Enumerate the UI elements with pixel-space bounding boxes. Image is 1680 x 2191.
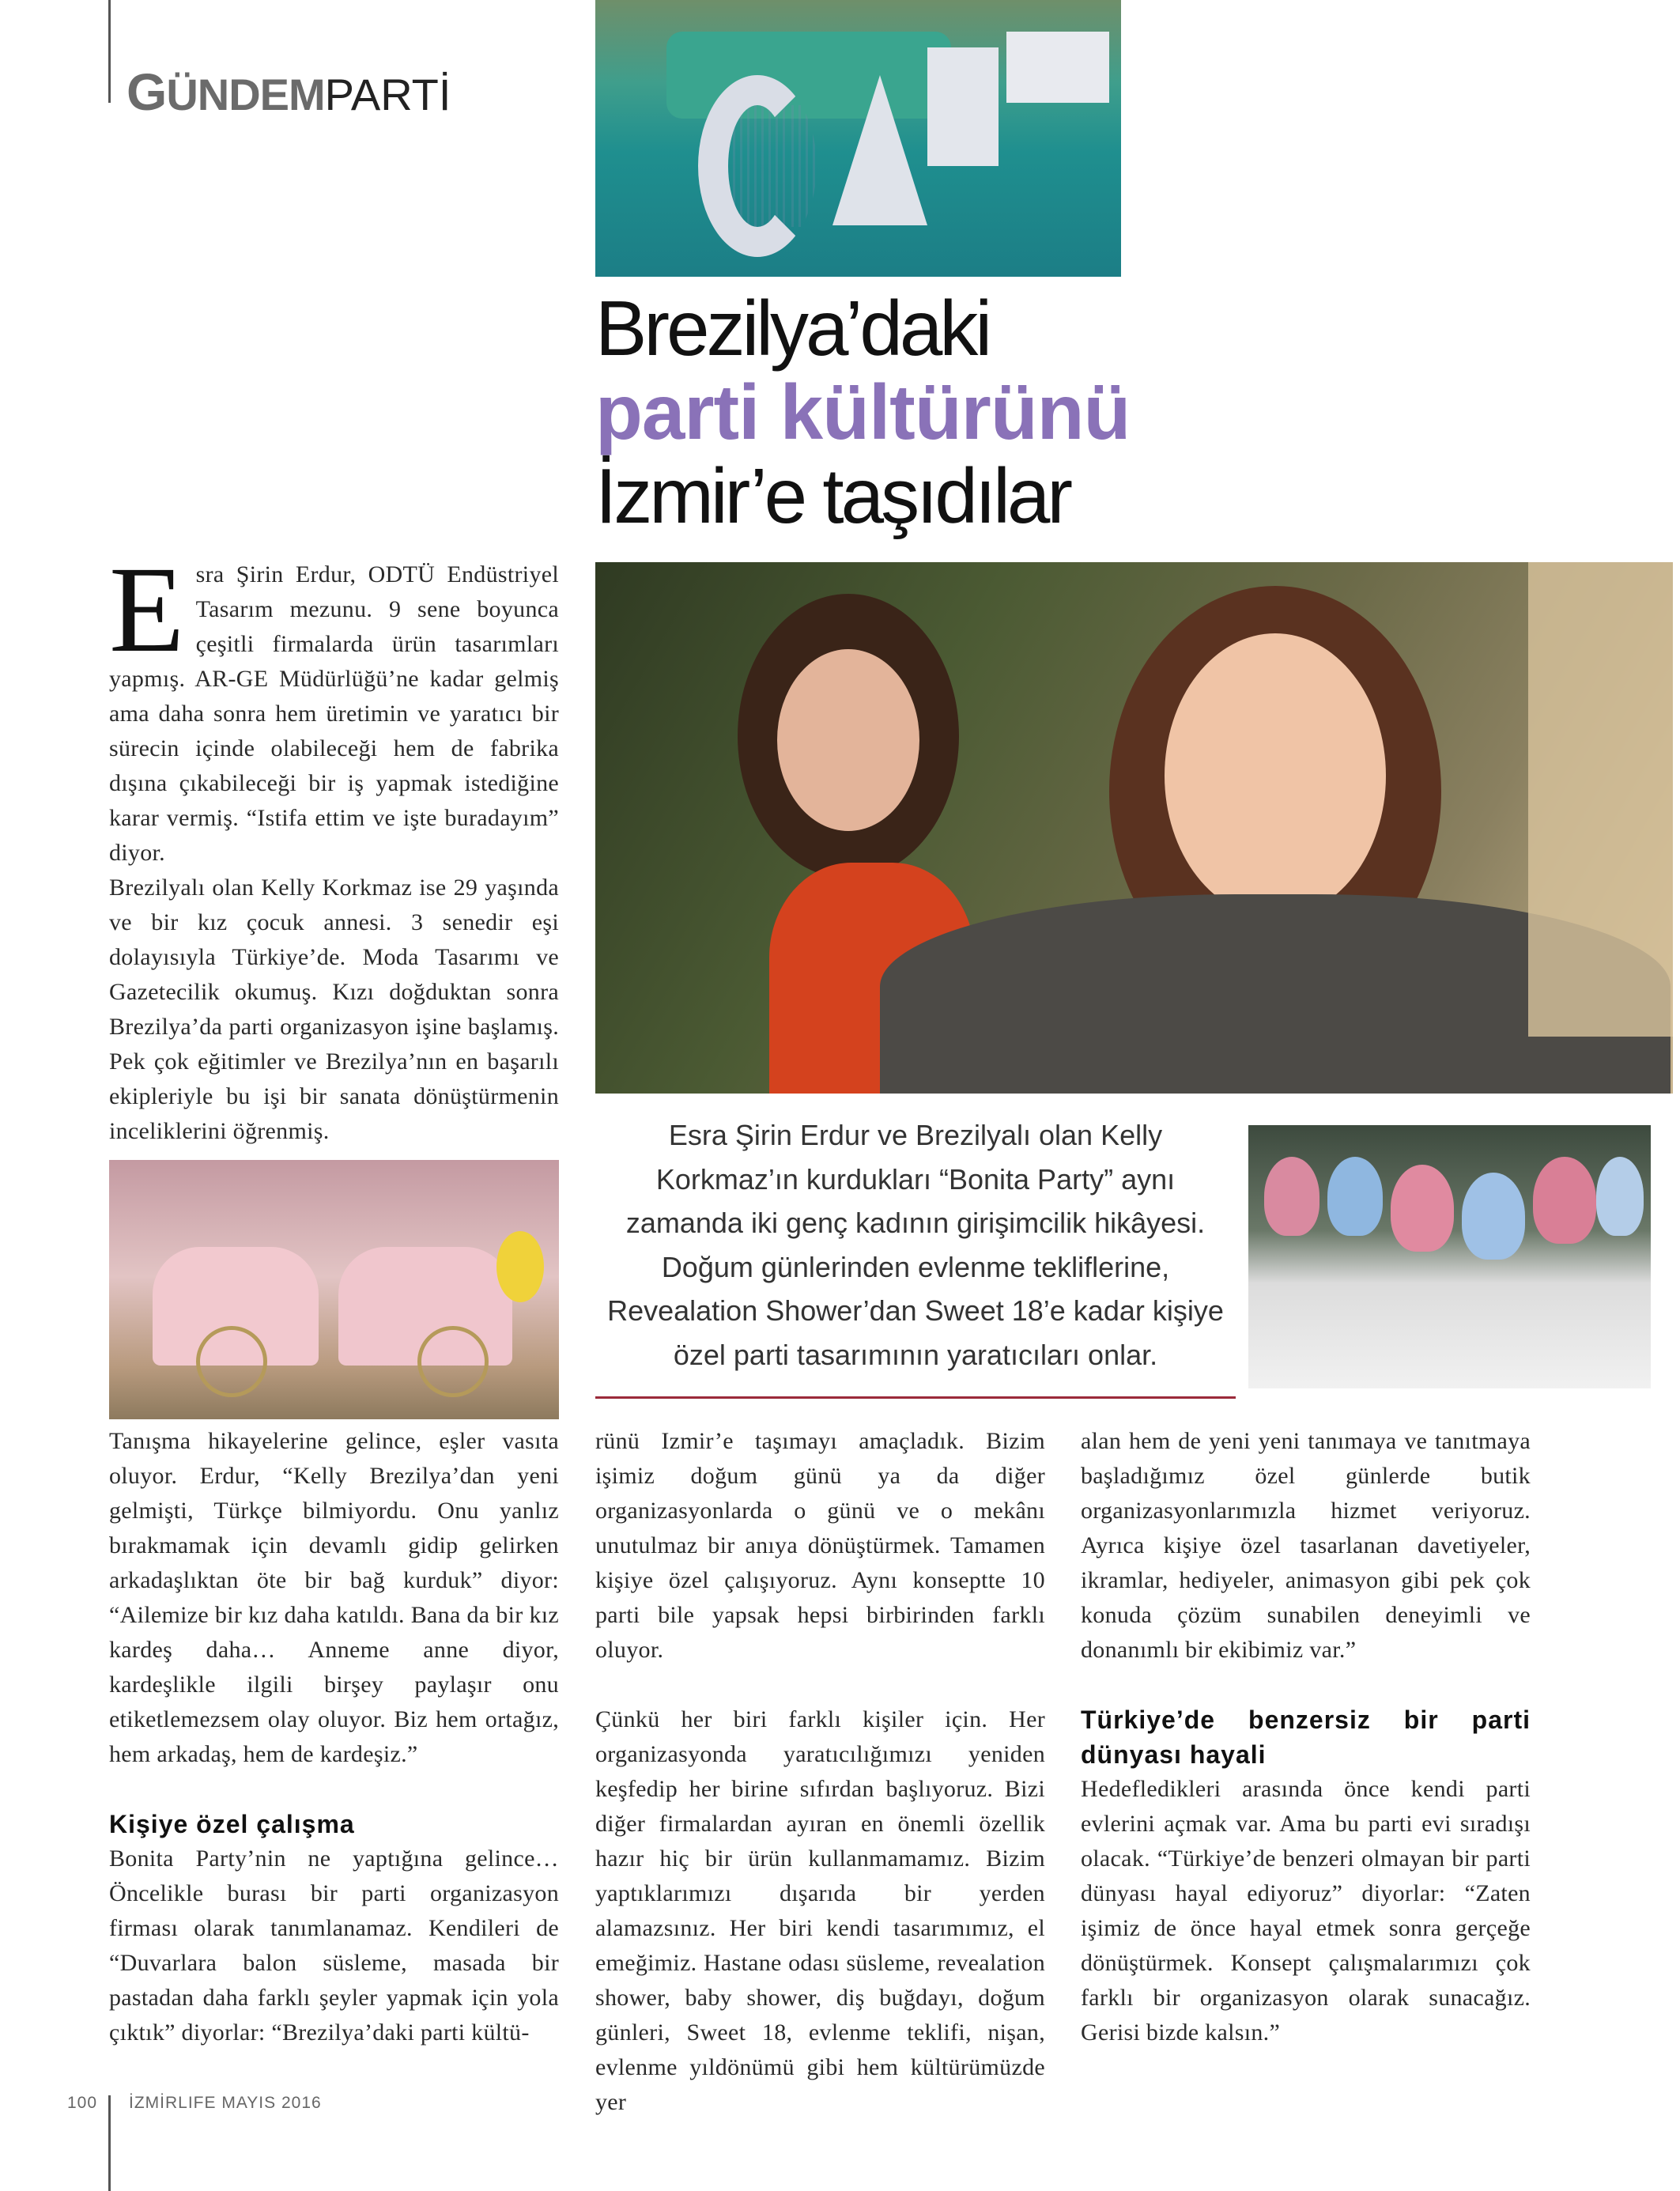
subheading-turkiyede-benzersiz: Türkiye’de benzersiz bir parti dünyası hayali [1081,1706,1531,1769]
hot-air-balloon-favors-photo [1248,1125,1651,1388]
carriage-favor-boxes-photo [109,1160,559,1419]
section-label [126,62,451,122]
header-rule [108,0,111,103]
subheading-kisiye-ozel: Kişiye özel çalışma [109,1810,355,1838]
party-table-letters-photo [595,0,1121,277]
col3-paragraph-1: alan hem de yeni yeni tanımaya ve tanıtmaya başladığımız özel günlerde butik organizasyonlarımızla hizmet veriyoruz. Ayrıca kişiye özel tasarlanan davetiyeler, ikramlar, hediyeler, animasyon gibi pek çok konuda çözüm sunabilen deneyimli ve donanımlı bir ekibimiz var.” [1081,1428,1531,1663]
col3-paragraph-2: Hedefledikleri arasında önce kendi parti evlerini açmak var. Ama bu parti evi sıradışı olacak. “Türkiye’de benzeri olmayan bir parti dünyası hayal ediyoruz” diyorlar: “Zaten işimiz de önce hayal etmek sonra gerçeğe dönüştürmek. Konsept çalışmalarımızı çok farklı bir organizasyon olarak sunacağız. Gerisi bizde kalsın.” [1081,1776,1531,2046]
body-column-3 [1081,1424,1531,2050]
page-number: 100 [67,2094,98,2112]
intro-paragraph-2: Brezilyalı olan Kelly Korkmaz ise 29 yaşında ve bir kız çocuk annesi. 3 senedir eşi dolayısıyla Türkiye’de. Moda Tasarımı ve Gazetecilik okumuş. Kızı doğduktan sonra Brezilya’da parti organizasyon işine başlamış. Pek çok eğitimler ve Brezilya’nın en başarılı ekipleriyle bu işi bir sanata dönüştürmenin inceliklerini öğrenmiş. [109,875,559,1144]
headline-line-3: İzmir’e taşıdılar [595,452,1070,539]
intro-column [109,541,559,1149]
drop-cap: E [109,541,185,678]
headline-line-2: parti kültürünü [595,368,1131,455]
intro-paragraph-1: sra Şirin Erdur, ODTÜ Endüstriyel Tasarım mezunu. 9 sene boyunca çeşitli firmalarda ürün tasarımları yapmış. AR-GE Müdürlüğü’ne kadar gelmiş ama daha sonra hem üretimin ve yaratıcı bir sürecin içinde olabileceği hem de fabrika dışına çıkabileceği bir iş yapmak istediğine karar vermiş. “Istifa ettim ve işte buradayım” diyor. [109,561,559,866]
section-bold: ÜNDEM [166,70,325,119]
col1-paragraph-2: Bonita Party’nin ne yaptığına gelince… Öncelikle burası bir parti organizasyon firması olarak tanımlanamaz. Kendileri de “Duvarlara balon süsleme, masada bir pastadan daha farklı şeyler yapmak için yola çıktık” diyorlar: “Brezilya’daki parti kültü- [109,1845,559,2046]
two-women-selfie-photo [595,562,1673,1094]
section-light: PARTİ [324,70,451,119]
col2-paragraph-2: Çünkü her biri farklı kişiler için. Her organizasyonda yaratıcılığımızı yeniden keşfedip her birine sıfırdan başlıyoruz. Bizi diğer firmalardan ayıran en önemli özellik hazır hiç bir ürün kullanmamamız. Bizim yaptıklarımızı dışarıda bir yerden alamazsınız. Her biri kendi tasarımımız, el emeğimiz. Hastane odası süsleme, revealation shower, baby shower, diş buğdayı, doğum günleri, Sweet 18, evlenme teklifi, nişan, evlenme yıldönümü gibi hem kültürümüzde yer [595,1706,1045,2115]
headline [595,286,1130,538]
caption-rule [595,1396,1236,1399]
photo-caption: Esra Şirin Erdur ve Brezilyalı olan Kelly Korkmaz’ın kurdukları “Bonita Party” aynı zamanda iki genç kadının girişimcilik hikâyesi. Doğum günlerinden evlenme tekliflerine, Revealation Shower’dan Sweet 18’e kadar kişiye özel parti tasarımının yaratıcıları onlar. [607,1119,1224,1371]
footer-rule [108,2095,111,2191]
publication-info: İZMİRLIFE MAYIS 2016 [129,2094,322,2112]
body-column-1 [109,1424,559,2050]
section-initial: G [126,62,167,121]
headline-line-1: Brezilya’daki [595,285,990,372]
col1-paragraph-1: Tanışma hikayelerine gelince, eşler vasıta oluyor. Erdur, “Kelly Brezilya’dan yeni gelmişti, Türkçe bilmiyordu. Onu yanlız bırakmamak için devamlı gidip gelirken arkadaşlıktan öte bir bağ kurduk” diyor: “Ailemize bir kız daha katıldı. Bana da bir kız kardeş daha… Anneme anne diyor, kardeşlikle ilgili birşey paylaşır onu etiketlemezsem olay oluyor. Biz hem ortağız, hem arkadaş, hem de kardeşiz.” [109,1428,559,1767]
body-column-2 [595,1424,1045,2120]
col2-paragraph-1: rünü Izmir’e taşımayı amaçladık. Bizim işimiz doğum günü ya da diğer organizasyonlarda o günü ve o mekânı unutulmaz bir anıya dönüştürmek. Tamamen kişiye özel çalışıyoruz. Aynı konseptte 10 parti bile yapsak hepsi birbirinden farklı oluyor. [595,1428,1045,1663]
